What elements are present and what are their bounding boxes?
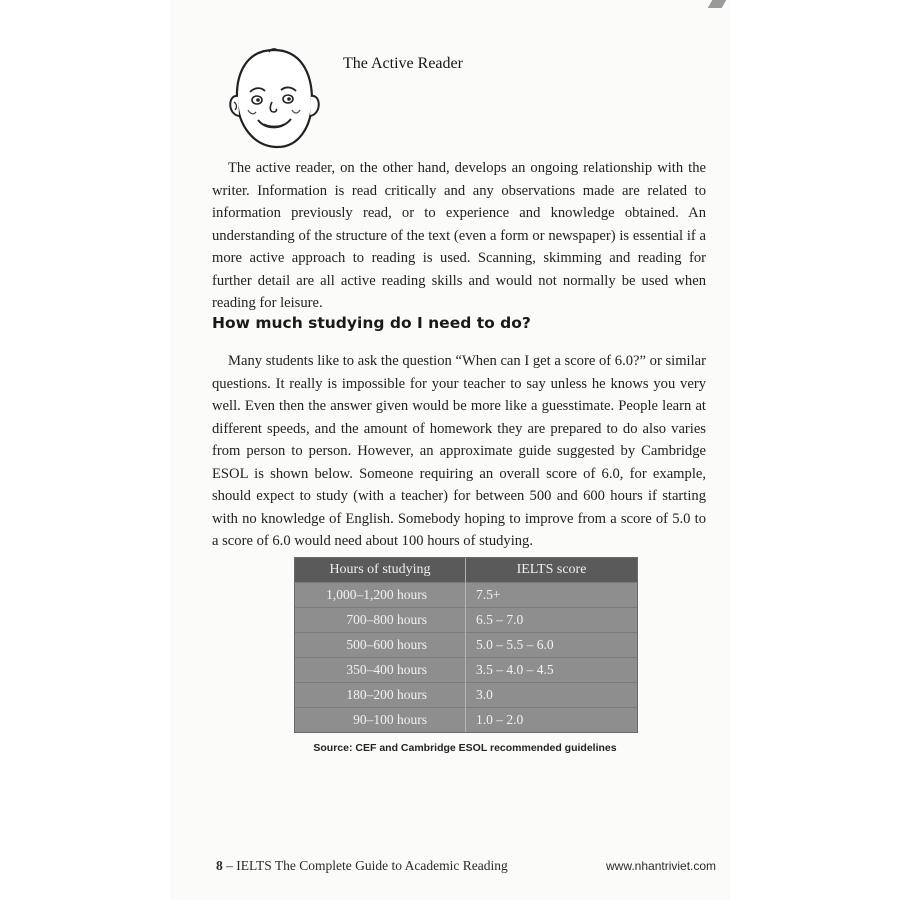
section-title: The Active Reader bbox=[343, 55, 463, 72]
table-caption: Source: CEF and Cambridge ESOL recommended guidelines bbox=[313, 742, 617, 754]
table-row bbox=[295, 583, 637, 608]
cell-hours: 350–400 hours bbox=[295, 658, 466, 683]
table-row bbox=[295, 708, 637, 733]
footer-separator: – bbox=[222, 858, 237, 873]
cell-hours: 180–200 hours bbox=[295, 683, 466, 708]
heading-studying: How much studying do I need to do? bbox=[212, 314, 531, 332]
cell-hours: 1,000–1,200 hours bbox=[295, 583, 466, 608]
column-header-hours: Hours of studying bbox=[295, 558, 466, 583]
cell-hours: 90–100 hours bbox=[295, 708, 466, 733]
study-hours-table bbox=[294, 557, 638, 733]
cell-hours: 700–800 hours bbox=[295, 608, 466, 633]
cell-score: 5.0 – 5.5 – 6.0 bbox=[466, 633, 638, 658]
table-row bbox=[295, 658, 637, 683]
cell-score: 3.5 – 4.0 – 4.5 bbox=[466, 658, 638, 683]
paragraph-studying: Many students like to ask the question “When can I get a score of 6.0?” or similar questions. It really is impossible for your teacher to say unless he knows you very well. Even then the answer given would be more like a guesstimate. People learn at different speeds, and the amount of homework they are prepared to do also varies from person to person. However, an approximate guide suggested by Cambridge ESOL is shown below. Someone requiring an overall score of 6.0, for example, should expect to study (with a teacher) for between 500 and 600 hours if starting with no knowledge of English. Somebody hoping to improve from a score of 5.0 to a score of 6.0 would need about 100 hours of studying. bbox=[212, 353, 706, 549]
cell-score: 1.0 – 2.0 bbox=[466, 708, 638, 733]
paragraph-active-reader: The active reader, on the other hand, develops an ongoing relationship with the writer. Information is read critically and any observations made are related to information previously read, or to experience and knowledge obtained. An understanding of the structure of the text (even a form or newspaper) is essential if a more active approach to reading is used. Scanning, skimming and reading for further detail are all active reading skills and would not normally be used when reading for leisure. bbox=[212, 160, 706, 311]
column-header-score: IELTS score bbox=[466, 558, 638, 583]
footer-page-info bbox=[216, 858, 508, 874]
page-number: 8 bbox=[216, 858, 223, 873]
table-row bbox=[295, 633, 637, 658]
cell-score: 7.5+ bbox=[466, 583, 638, 608]
cell-score: 3.0 bbox=[466, 683, 638, 708]
table-row bbox=[295, 608, 637, 633]
book-title: IELTS The Complete Guide to Academic Reading bbox=[236, 858, 508, 873]
cell-hours: 500–600 hours bbox=[295, 633, 466, 658]
smiling-boy-face-icon bbox=[224, 44, 324, 154]
table-row bbox=[295, 683, 637, 708]
footer-website: www.nhantriviet.com bbox=[606, 859, 717, 873]
cell-score: 6.5 – 7.0 bbox=[466, 608, 638, 633]
table-header-row bbox=[295, 558, 637, 583]
